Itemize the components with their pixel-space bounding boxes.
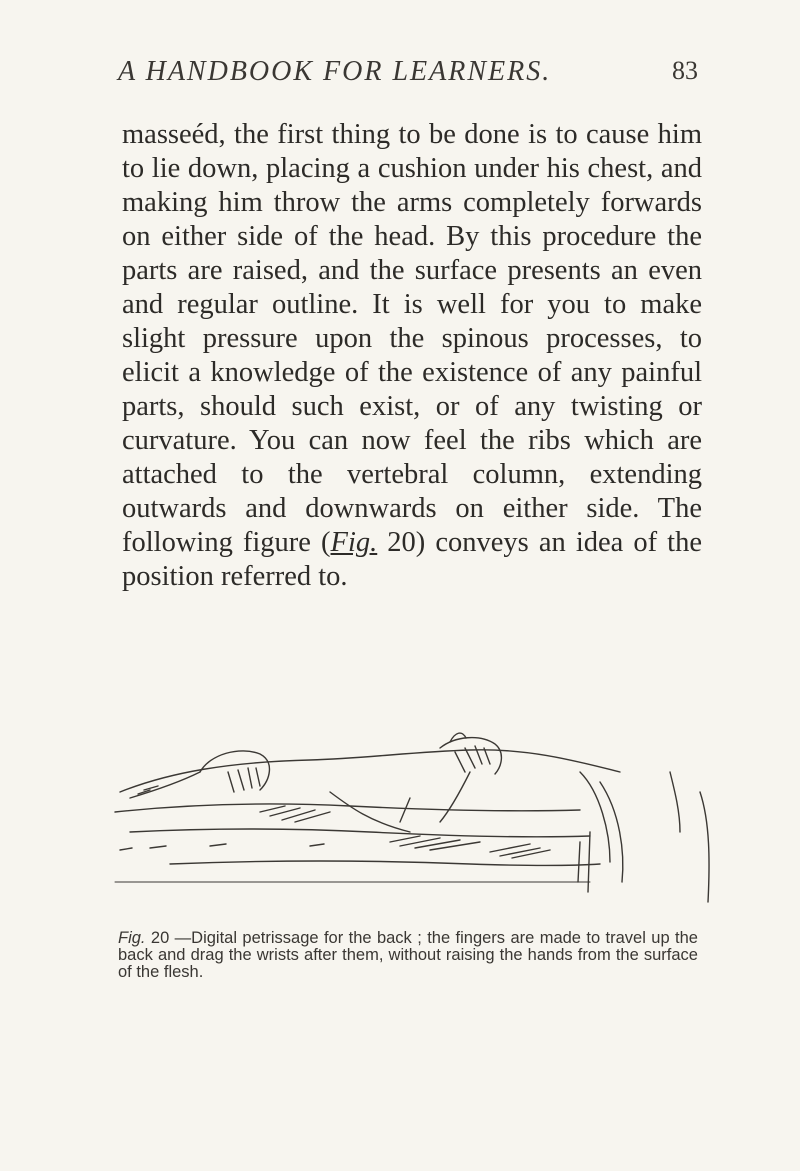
left-hand-fingers [228, 768, 260, 792]
figure-illustration [110, 732, 720, 912]
ground-dashes [120, 844, 324, 850]
body-text-main: masseéd, the first thing to be done is to cause him to lie down, placing a cushion under his chest, and making him throw the arms completely forwards on either side of the head. By this procedure the parts are raised, and the surface presents an even and regular outline. It is well for you to make slight pressure upon the spinous processes, to elicit a knowledge of the existence of any painful parts, should such exist, or of any twisting or curvature. You can now feel the ribs which are attached to the vertebral column, extending outwards and downwards on either side. The following figure ( [122, 119, 702, 558]
figure-caption [118, 930, 698, 981]
shading-hatch-2 [390, 836, 480, 850]
spine-line [330, 792, 410, 832]
lower-line [170, 861, 600, 866]
figure-reference: Fig. [330, 527, 378, 558]
caption-label: Fig. [118, 929, 146, 947]
far-arm-line [670, 772, 680, 832]
side-line [130, 829, 590, 837]
running-head [118, 56, 698, 92]
right-hand-outline [440, 738, 501, 774]
caption-text: 20 —Digital petrissage for the back ; the fingers are made to travel up the back and drag the wrists after them, without raising the hands from the surface of the flesh. [118, 929, 698, 981]
right-edge-line [700, 792, 709, 902]
right-arm-lines [578, 832, 590, 892]
shading-hatch-1 [260, 806, 330, 822]
petrissage-illustration [110, 732, 720, 912]
running-title: A HANDBOOK FOR LEARNERS. [118, 56, 552, 87]
right-shoulder [580, 772, 623, 882]
rib-lines [400, 772, 470, 822]
back-contour [120, 750, 620, 792]
body-paragraph [122, 118, 702, 594]
page-number: 83 [672, 56, 698, 85]
body-text-end: 20) conveys an idea of the position referred to. [122, 527, 702, 592]
shading-hatch-3 [490, 844, 550, 858]
